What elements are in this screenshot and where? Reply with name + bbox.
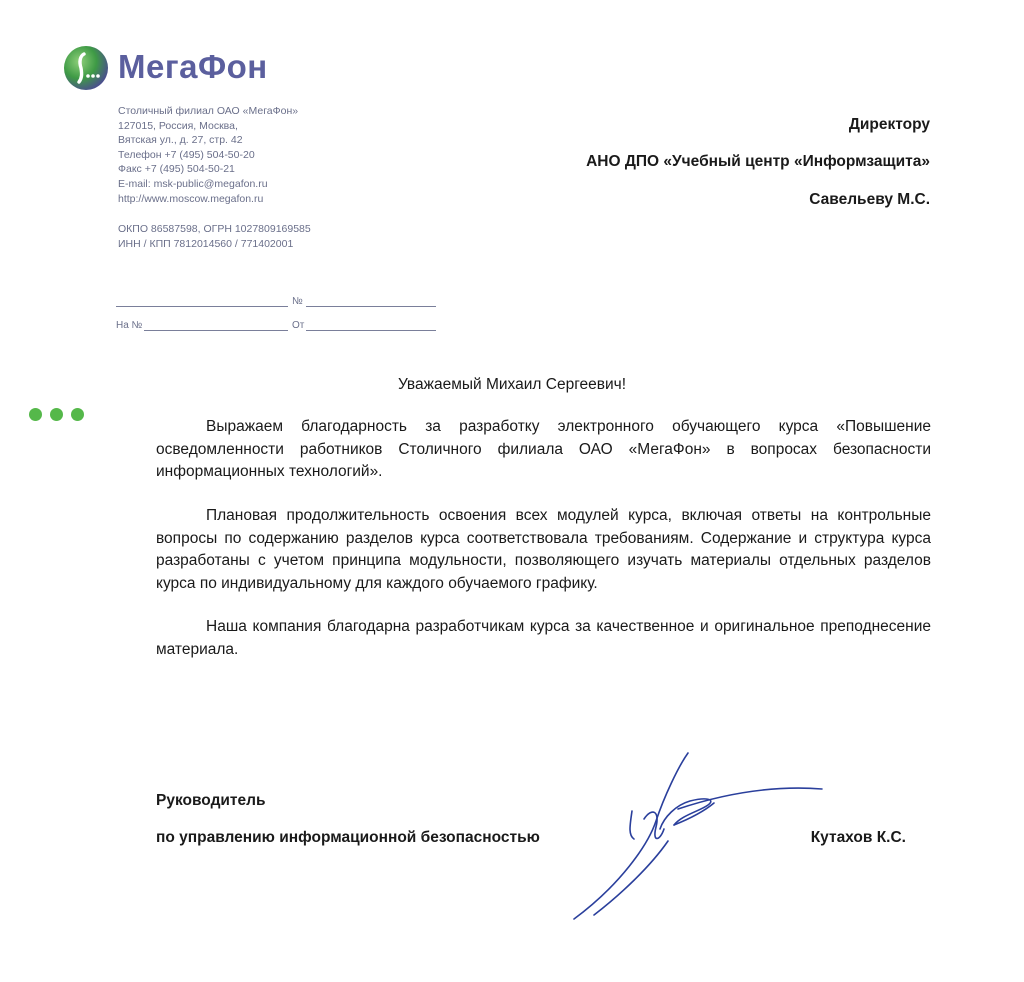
megafon-logo-icon xyxy=(62,44,110,92)
sender-address-block xyxy=(118,104,298,206)
signatory-name: Кутахов К.С. xyxy=(810,829,906,846)
sender-phone: Телефон +7 (495) 504-50-20 xyxy=(118,148,255,161)
reply-reference-row xyxy=(116,320,446,334)
sender-email: E-mail: msk-public@megafon.ru xyxy=(118,177,268,190)
company-logo-text: МегаФон xyxy=(118,48,268,85)
sender-okpo-ogrn: ОКПО 86587598, ОГРН 1027809169585 xyxy=(118,223,311,235)
recipient-title: Директору xyxy=(848,116,930,133)
letter-salutation: Уважаемый Михаил Сергеевич! xyxy=(397,376,627,393)
decorative-dot xyxy=(29,408,42,421)
decorative-dot xyxy=(50,408,63,421)
outgoing-number-line xyxy=(306,306,436,307)
sender-inn-kpp: ИНН / КПП 7812014560 / 771402001 xyxy=(118,237,294,250)
recipient-organization: АНО ДПО «Учебный центр «Информзащита» xyxy=(586,153,930,170)
sender-line: Вятская ул., д. 27, стр. 42 xyxy=(118,134,243,147)
recipient-name: Савельеву М.С. xyxy=(809,191,930,208)
sender-line: 127015, Россия, Москва, xyxy=(118,119,238,132)
letter-paragraph: Наша компания благодарна разработчикам курса за качественное и оригинальное преподнесение материала. xyxy=(156,618,931,658)
signatory-position-line2: по управлению информационной безопасностью xyxy=(156,829,540,846)
number-sign-label: № xyxy=(292,296,303,307)
sender-line: Столичный филиал ОАО «МегаФон» xyxy=(118,105,299,117)
outgoing-date-line xyxy=(116,306,288,307)
reply-number-line xyxy=(144,330,288,331)
handwritten-signature xyxy=(560,745,830,925)
letter-paragraph: Плановая продолжительность освоения всех модулей курса, включая ответы на контрольные вопросы по содержанию разделов курса соответствовала требованиям. Содержание и структура курса разработаны с учетом принципа модульности, позволяющего изучать материалы отдельных разделов курса по индивидуальному для каждого обучаемого графику. xyxy=(156,507,931,592)
reply-to-label: На № xyxy=(116,320,143,331)
signatory-position-line1: Руководитель xyxy=(156,792,266,809)
reply-date-line xyxy=(306,330,436,331)
from-label: От xyxy=(292,320,305,331)
outgoing-number-row xyxy=(116,296,446,310)
letter-paragraph: Выражаем благодарность за разработку электронного обучающего курса «Повышение осведомленности работников Столичного филиала ОАО «МегаФон» в вопросах безопасности информационных технологий». xyxy=(156,418,931,480)
decorative-dot xyxy=(71,408,84,421)
sender-website: http://www.moscow.megafon.ru xyxy=(118,192,264,205)
sender-registration-block xyxy=(118,222,311,251)
sender-fax: Факс +7 (495) 504-50-21 xyxy=(118,163,235,176)
